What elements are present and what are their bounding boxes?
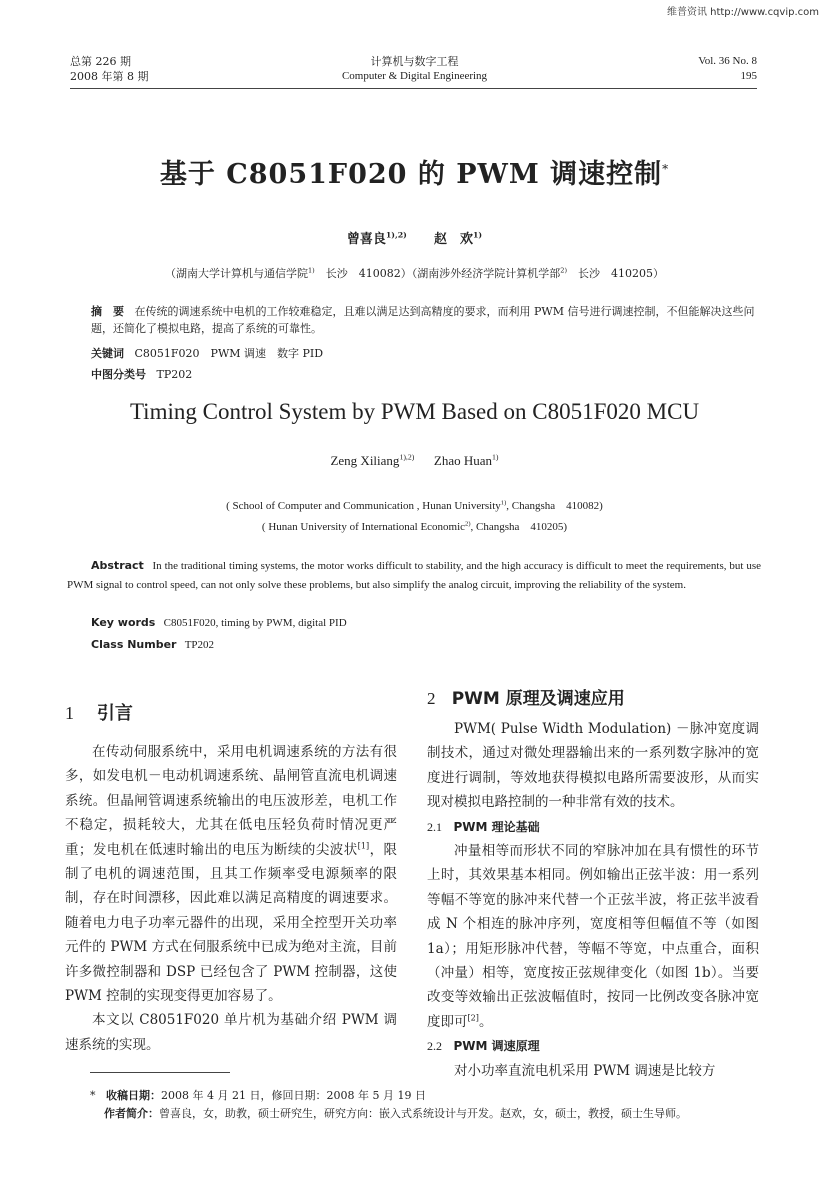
watermark: 维普资讯 http://www.cqvip.com <box>666 7 819 18</box>
header-rule <box>70 88 757 89</box>
section-1-heading <box>65 699 133 725</box>
issue-year: 2008 年第 8 期 <box>70 70 149 83</box>
footnote-mark: * <box>90 1089 96 1102</box>
subsection-2-1-paragraph <box>427 839 759 1034</box>
section-1-number: 1 <box>65 703 74 723</box>
keywords-en-label: Key words <box>91 616 156 629</box>
subsection-2-2-title: PWM 调速原理 <box>453 1039 540 1054</box>
title-en: Timing Control System by PWM Based on C8051F020 MCU <box>129 399 700 424</box>
section-2-title: PWM 原理及调速应用 <box>451 689 625 709</box>
class-number-en <box>91 638 214 651</box>
affil-cn-1: （湖南大学计算机与通信学院 <box>164 267 308 280</box>
abstract-cn-label: 摘 要 <box>91 305 124 318</box>
section-1-paragraph-1 <box>65 740 397 1008</box>
subsection-2-2-paragraph: 对小功率直流电机采用 PWM 调速是比较方 <box>454 1062 716 1079</box>
class-cn-text: TP202 <box>156 368 193 381</box>
volume: Vol. 36 No. 8 <box>698 55 757 67</box>
abstract-en-label: Abstract <box>91 559 144 572</box>
affil-cn-sup1: 1) <box>307 266 315 275</box>
ref-1: [1] <box>357 840 370 851</box>
title-cn-text: 基于 C8051F020 的 PWM 调速控制 <box>159 159 663 190</box>
abstract-cn <box>91 303 761 337</box>
footnote-bio <box>104 1105 687 1123</box>
keywords-cn-label: 关键词 <box>91 347 124 360</box>
affil-en1-end: , Changsha 410082) <box>506 500 603 512</box>
s21-end: 。 <box>478 1013 493 1030</box>
subsection-2-2-heading <box>427 1034 759 1058</box>
keywords-en <box>91 616 347 629</box>
subsection-2-1-title: PWM 理论基础 <box>453 819 540 834</box>
keywords-cn-text: C8051F020 PWM 调速 数字 PID <box>134 347 324 360</box>
author-2-en-sup: 1) <box>492 452 499 462</box>
title-cn <box>0 152 829 191</box>
issue-total: 总第 226 期 <box>70 55 131 68</box>
section-2-heading <box>427 684 625 709</box>
abstract-cn-text: 在传统的调速系统中电机的工作较难稳定，且难以满足达到高精度的要求，而利用 PWM 信号进行调速控制，不但能解决这些问题，还简化了模拟电路，提高了系统的可靠性。 <box>91 305 755 335</box>
author-2-cn: 赵 欢 <box>433 232 473 247</box>
class-en-text: TP202 <box>184 639 215 651</box>
section-2-body <box>427 717 759 1083</box>
authors-en <box>0 453 829 469</box>
received-label: 收稿日期： <box>106 1089 161 1102</box>
issue-info <box>70 54 148 84</box>
author-2-en: Zhao Huan <box>433 453 493 468</box>
volume-info <box>698 54 757 84</box>
s1p1-a: 在传动伺服系统中，采用电机调速系统的方法有很多，如发电机－电动机调速系统、晶闸管直流电机调速系统。但晶闸管调速系统输出的电压波形差，电机工作不稳定，损耗较大，尤其在低电压轻负荷时情况更严重；发电机在低速时输出的电压为断续的尖波状 <box>65 744 397 858</box>
affil-cn-2: 长沙 410082）（湖南涉外经济学院计算机学部 <box>314 267 561 280</box>
section-2-number: 2 <box>427 689 436 708</box>
class-cn-label: 中图分类号 <box>91 368 146 381</box>
subsection-2-1-heading <box>427 815 759 839</box>
authors-cn <box>0 228 829 247</box>
subsection-2-1-number: 2.1 <box>427 819 442 834</box>
author-2-cn-sup: 1) <box>473 230 483 240</box>
affiliation-en-2 <box>0 518 829 534</box>
keywords-en-text: C8051F020, timing by PWM, digital PID <box>163 617 347 629</box>
bio-label: 作者简介： <box>104 1107 159 1120</box>
affil-en2-sup: 2) <box>465 520 471 528</box>
section-1-paragraph-2: 本文以 C8051F020 单片机为基础介绍 PWM 调速系统的实现。 <box>65 1012 397 1053</box>
class-number-cn <box>91 366 192 382</box>
abstract-en-text: In the traditional timing systems, the motor works difficult to stability, and the high accuracy is difficult to meet the requirements, but use PWM signal to control speed, can not only solve these problems, but also simplify the analog circuit, improving the reliability of the system. <box>67 560 761 591</box>
affil-en1-text: ( School of Computer and Communication , Hunan University <box>226 500 501 512</box>
affil-en2-text: ( Hunan University of International Economic <box>261 521 466 533</box>
keywords-cn <box>91 345 323 361</box>
affil-en1-sup: 1) <box>500 499 507 507</box>
affil-cn-sup2: 2) <box>560 266 568 275</box>
journal-name-en: Computer & Digital Engineering <box>341 70 488 82</box>
journal-name <box>300 54 529 84</box>
footnote-rule <box>90 1072 230 1073</box>
bio-text: 曾喜良，女，助教，硕士研究生，研究方向：嵌入式系统设计与开发。赵欢，女，硕士，教授，硕士生导师。 <box>159 1107 687 1120</box>
received-dates: 2008 年 4 月 21 日，修回日期：2008 年 5 月 19 日 <box>161 1089 426 1102</box>
title-footnote-mark: * <box>662 162 670 176</box>
class-en-label: Class Number <box>91 638 177 651</box>
s21-text: 冲量相等而形状不同的窄脉冲加在具有惯性的环节上时，其效果基本相同。例如输出正弦半波：用一系列等幅不等宽的脉冲来代替一个正弦半波，将正弦半波看成 N 个相连的脉冲序列，宽度相等但幅值不等（如图 1a）；用矩形脉冲代替，等幅不等宽，中点重合，面积（冲量）相等，宽度按正弦规律变化（如图 1b）。当要改变等效输出正弦波幅值时，按同一比例改变各脉冲宽度即可 <box>427 843 759 1030</box>
journal-name-cn: 计算机与数字工程 <box>370 55 459 68</box>
author-1-cn-sup: 1),2) <box>385 230 407 240</box>
affil-en2-end: , Changsha 410205) <box>470 521 568 533</box>
abstract-en <box>67 556 761 595</box>
section-1-title: 引言 <box>96 703 133 724</box>
affiliation-cn <box>0 265 829 281</box>
affil-cn-3: 长沙 410205） <box>567 267 665 280</box>
subsection-2-2-number: 2.2 <box>427 1039 442 1054</box>
section-1-body <box>65 740 397 1057</box>
s1p1-b: ，限制了电机的调速范围，且其工作频率受电源频率的限制，存在时间漂移，因此难以满足高精度的调速要求。随着电力电子功率元器件的出现，采用全控型开关功率元件的 PWM 方式在伺服系统中已成为绝对主流，目前许多微控制器和 DSP 已经包含了 PWM 控制器，这使 PWM 控制的实现变得更加容易了。 <box>65 841 398 1005</box>
footnote-received <box>90 1087 426 1105</box>
ref-2: [2] <box>467 1012 479 1023</box>
author-1-en: Zeng Xiliang <box>330 453 400 468</box>
author-1-en-sup: 1),2) <box>399 452 415 462</box>
page-number: 195 <box>740 70 757 82</box>
author-1-cn: 曾喜良 <box>346 232 386 247</box>
affiliation-en-1 <box>0 497 829 513</box>
section-2-paragraph-1: PWM( Pulse Width Modulation) －脉冲宽度调制技术，通过对微处理器输出来的一系列数字脉冲的宽度进行调制，等效地获得模拟电路所需要波形，从而实现对模拟电路控制的一种非常有效的技术。 <box>427 721 759 811</box>
